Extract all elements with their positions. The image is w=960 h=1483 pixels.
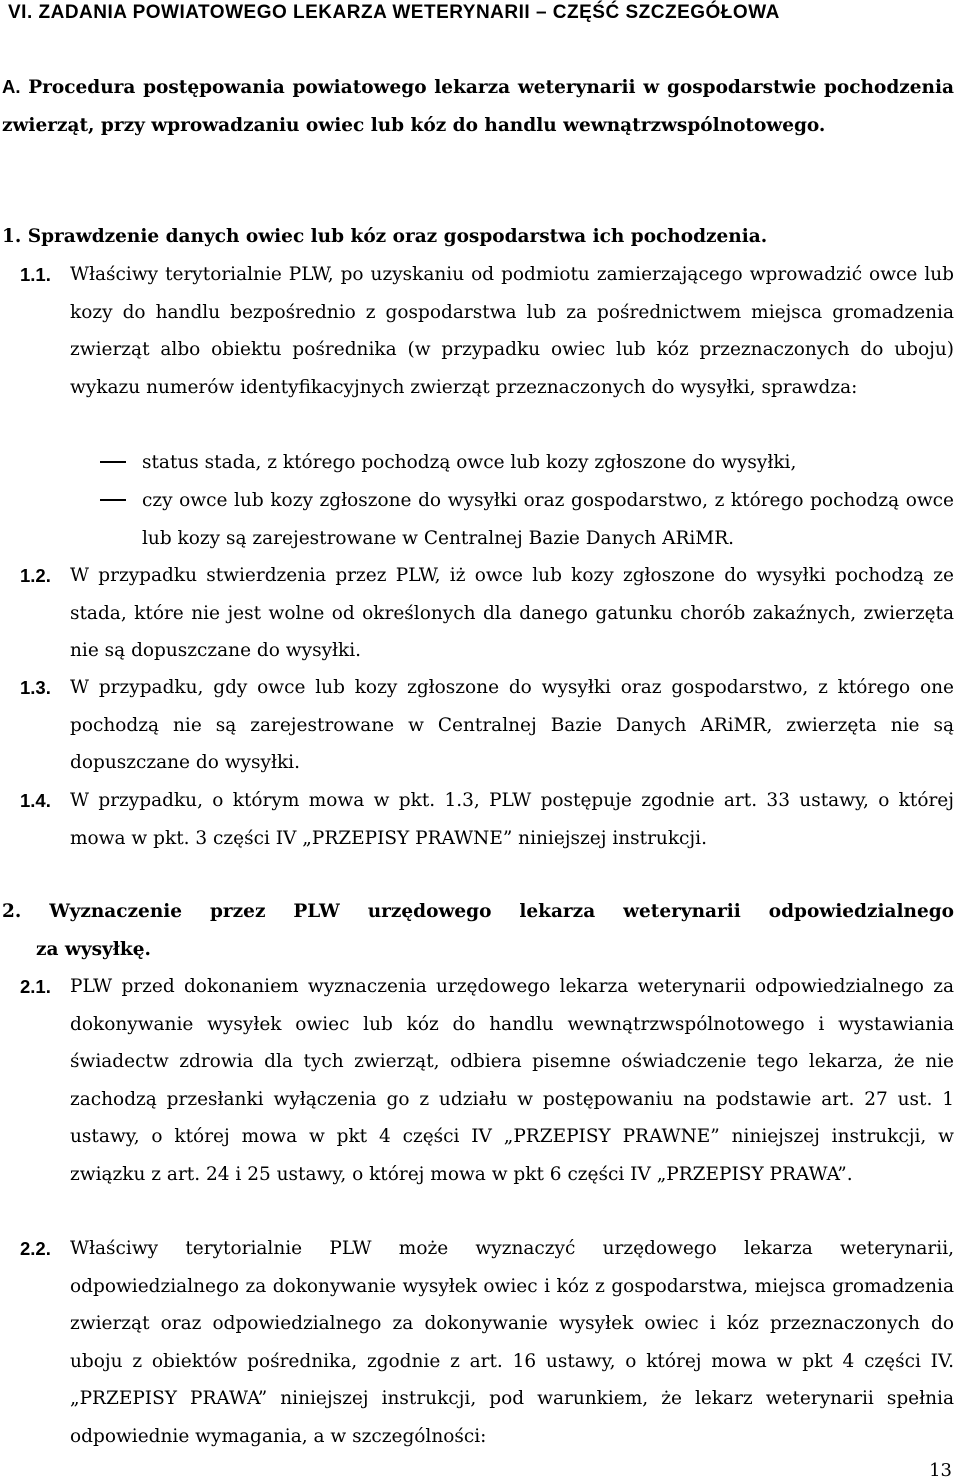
page-number: 13 bbox=[929, 1460, 952, 1481]
section-a-text: Procedura postępowania powiatowego lekarza weterynarii w gospodarstwie pochodzenia zwierząt, przy wprowadzaniu owiec lub kóz do handlu wewnątrzwspólnotowego. bbox=[2, 77, 954, 136]
paragraph-1-1 bbox=[2, 256, 954, 406]
section-1-title: 1. Sprawdzenie danych owiec lub kóz oraz gospodarstwa ich pochodzenia. bbox=[2, 226, 768, 247]
dash-bullet-icon bbox=[100, 461, 126, 463]
section-2-title-line-2: za wysyłkę. bbox=[36, 939, 151, 960]
paragraph-1-3 bbox=[2, 669, 954, 782]
paragraph-number: 1.2. bbox=[20, 565, 51, 586]
paragraph-text: PLW przed dokonaniem wyznaczenia urzędowego lekarza weterynarii odpowiedzialnego za dokonywanie wysyłek owiec lub kóz do handlu wewnątrzwspólnotowego i wystawiania świadectw zdrowia dla tych zwierząt, odbiera pisemne oświadczenie tego lekarza, że nie zachodzą przesłanki wyłączenia go z udziału w postępowaniu na podstawie art. 27 ust. 1 ustawy, o której mowa w pkt 4 części IV „PRZEPISY PRAWNE” niniejszej instrukcji, w związku z art. 24 i 25 ustawy, o której mowa w pkt 6 części IV „PRZEPISY PRAWA”. bbox=[70, 976, 954, 1185]
chapter-header: VI. ZADANIA POWIATOWEGO LEKARZA WETERYNARII – CZĘŚĆ SZCZEGÓŁOWA bbox=[8, 2, 780, 23]
paragraph-text: Właściwy terytorialnie PLW, po uzyskaniu od podmiotu zamierzającego wprowadzić owce lub kozy do handlu bezpośrednio z gospodarstwa lub za pośrednictwem miejsca gromadzenia zwierząt albo obiektu pośrednika (w przypadku owiec lub kóz przeznaczonych do uboju) wykazu numerów identyfikacyjnych zwierząt przeznaczonych do wysyłki, sprawdza: bbox=[70, 264, 954, 398]
paragraph-text: W przypadku, gdy owce lub kozy zgłoszone do wysyłki oraz gospodarstwo, z którego one pochodzą nie są zarejestrowane w Centralnej Bazie Danych ARiMR, zwierzęta nie są dopuszczane do wysyłki. bbox=[70, 677, 954, 773]
list-item bbox=[100, 444, 954, 482]
paragraph-number: 1.1. bbox=[20, 264, 51, 285]
dash-bullet-icon bbox=[100, 499, 126, 501]
list-item-text: status stada, z którego pochodzą owce lub kozy zgłoszone do wysyłki, bbox=[142, 452, 797, 473]
paragraph-2-2 bbox=[2, 1230, 954, 1455]
paragraph-number: 1.4. bbox=[20, 790, 51, 811]
section-2-title-line-1: 2. Wyznaczenie przez PLW urzędowego lekarza weterynarii odpowiedzialnego bbox=[2, 901, 954, 922]
paragraph-1-4 bbox=[2, 782, 954, 857]
paragraph-1-2 bbox=[2, 557, 954, 670]
section-a-label: A. bbox=[2, 76, 21, 97]
paragraph-number: 2.2. bbox=[20, 1238, 51, 1259]
paragraph-text: W przypadku stwierdzenia przez PLW, iż owce lub kozy zgłoszone do wysyłki pochodzą ze stada, które nie jest wolne od określonych dla danego gatunku chorób zakaźnych, zwierzęta nie są dopuszczane do wysyłki. bbox=[70, 565, 954, 661]
list-item-text: czy owce lub kozy zgłoszone do wysyłki oraz gospodarstwo, z którego pochodzą owce lub kozy są zarejestrowane w Centralnej Bazie Danych ARiMR. bbox=[142, 490, 954, 549]
paragraph-2-1 bbox=[2, 968, 954, 1193]
paragraph-text: Właściwy terytorialnie PLW może wyznaczyć urzędowego lekarza weterynarii, odpowiedzialnego za dokonywanie wysyłek owiec i kóz z gospodarstwa, miejsca gromadzenia zwierząt oraz odpowiedzialnego za dokonywanie wysyłek owiec i kóz przeznaczonych do uboju z obiektów pośrednika, zgodnie z art. 16 ustawy, o której mowa w pkt 4 części IV. „PRZEPISY PRAWA” niniejszej instrukcji, pod warunkiem, że lekarz weterynarii spełnia odpowiednie wymagania, a w szczególności: bbox=[70, 1238, 954, 1447]
list-item bbox=[100, 482, 954, 557]
section-a-title bbox=[2, 68, 954, 144]
paragraph-number: 1.3. bbox=[20, 677, 51, 698]
paragraph-text: W przypadku, o którym mowa w pkt. 1.3, PLW postępuje zgodnie art. 33 ustawy, o której mowa w pkt. 3 części IV „PRZEPISY PRAWNE” niniejszej instrukcji. bbox=[70, 790, 954, 849]
paragraph-number: 2.1. bbox=[20, 976, 51, 997]
